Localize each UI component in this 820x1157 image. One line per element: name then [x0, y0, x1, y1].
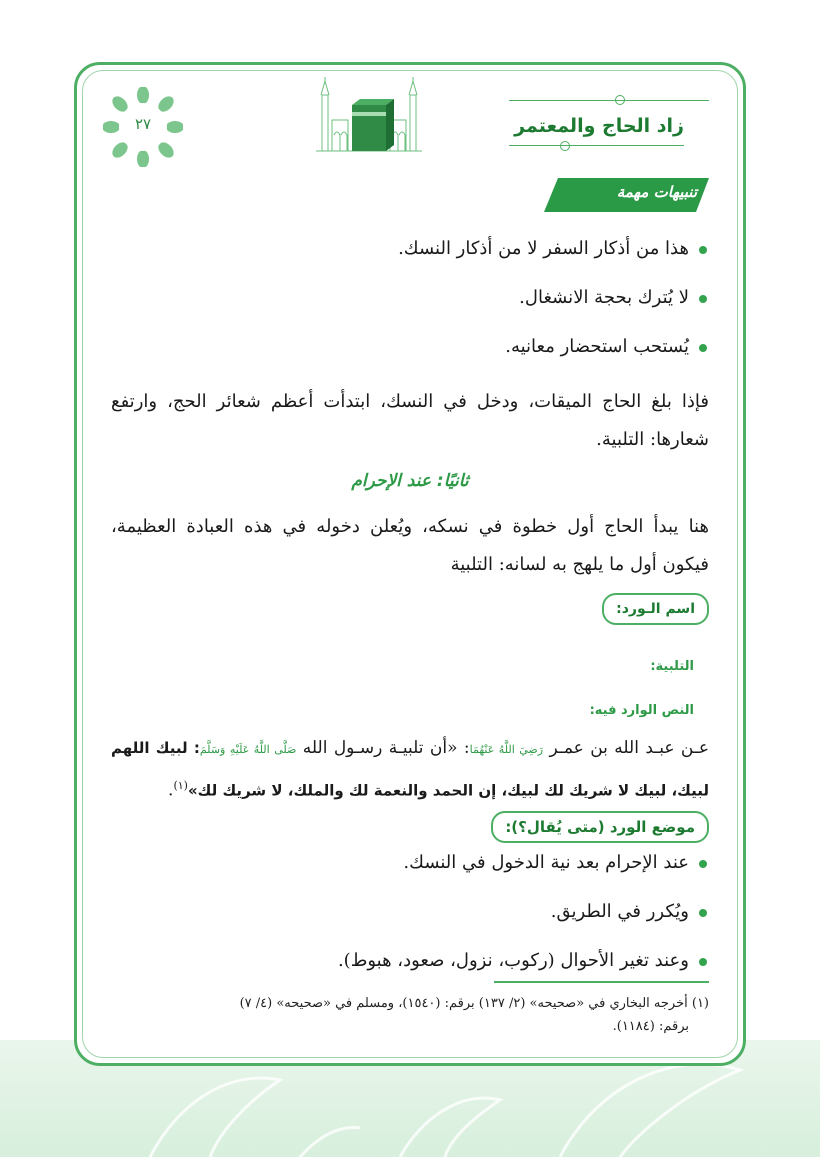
notes-list [129, 238, 709, 385]
footnote-reference[interactable]: (١) [173, 779, 188, 792]
wird-name-label: اسم الـورد: [602, 593, 709, 625]
occasion-label: موضع الورد (متى يُقال؟): [491, 811, 709, 843]
list-item: ويُكرر في الطريق. [129, 901, 709, 950]
book-title: زاد الحاج والمعتمر [514, 115, 684, 137]
list-item: يُستحب استحضار معانيه. [129, 336, 709, 385]
header-ornament-icon [560, 141, 570, 151]
header-rule-top [509, 100, 709, 101]
footnote-line: (١) أخرجه البخاري في «صحيحه» (٢/ ١٣٧) برقم: (١٥٤٠)، ومسلم في «صحيحه» (٤/ ٧) [239, 996, 709, 1011]
list-item: هذا من أذكار السفر لا من أذكار النسك. [129, 238, 709, 287]
wird-name-value: التلبية: [650, 659, 694, 674]
honorific: رَضِيَ اللَّهُ عَنْهُمَا [469, 743, 544, 756]
footnote-divider [494, 981, 709, 983]
talbiyah-text: لبيك، لبيك لا شريك لك لبيك، إن الحمد والنعمة لك والملك، لا شريك لك» [187, 781, 709, 800]
hadith-narrator: عـن عبـد الله بن عمـر [549, 738, 709, 758]
hadith-quote-intro: : «أن تلبيـة رسـول الله [302, 738, 470, 758]
list-item: لا يُترك بحجة الانشغال. [129, 287, 709, 336]
intro-paragraph [111, 383, 709, 459]
occasions-list [129, 852, 709, 999]
ihram-paragraph [111, 508, 709, 584]
page-number: ٢٧ [134, 115, 152, 133]
hadith-end-mark: . [168, 780, 174, 801]
paragraph-line: شعارها: التلبية. [596, 429, 709, 450]
list-item: عند الإحرام بعد نية الدخول في النسك. [129, 852, 709, 901]
section-tag-label: تنبيهات مهمة [616, 183, 697, 201]
honorific: صَلَّى اللَّهُ عَلَيْهِ وَسَلَّمَ [199, 743, 297, 756]
text-label: النص الوارد فيه: [589, 703, 694, 718]
header-ornament-icon [615, 95, 625, 105]
hadith-line-1 [111, 729, 709, 767]
footnote [111, 992, 709, 1038]
paragraph-line: فإذا بلغ الحاج الميقات، ودخل في النسك، ابتدأت أعظم شعائر الحج، وارتفع [111, 391, 709, 412]
kaaba-mosque-icon [312, 75, 426, 155]
paragraph-line: فيكون أول ما يلهج به لسانه: التلبية [450, 554, 709, 575]
paragraph-line: هنا يبدأ الحاج أول خطوة في نسكه، ويُعلن دخوله في هذه العبادة العظيمة، [111, 516, 709, 537]
hadith-line-2 [111, 767, 709, 805]
list-item: وعند تغير الأحوال (ركوب، نزول، صعود، هبوط). [129, 950, 709, 999]
talbiyah-text-start: : لبيك اللهم [111, 739, 200, 757]
section-heading: ثانيًا: عند الإحرام [351, 471, 469, 491]
header-rule-bottom [509, 145, 684, 146]
footnote-line: برقم: (١١٨٤). [612, 1019, 689, 1034]
hadith-text [111, 729, 709, 805]
